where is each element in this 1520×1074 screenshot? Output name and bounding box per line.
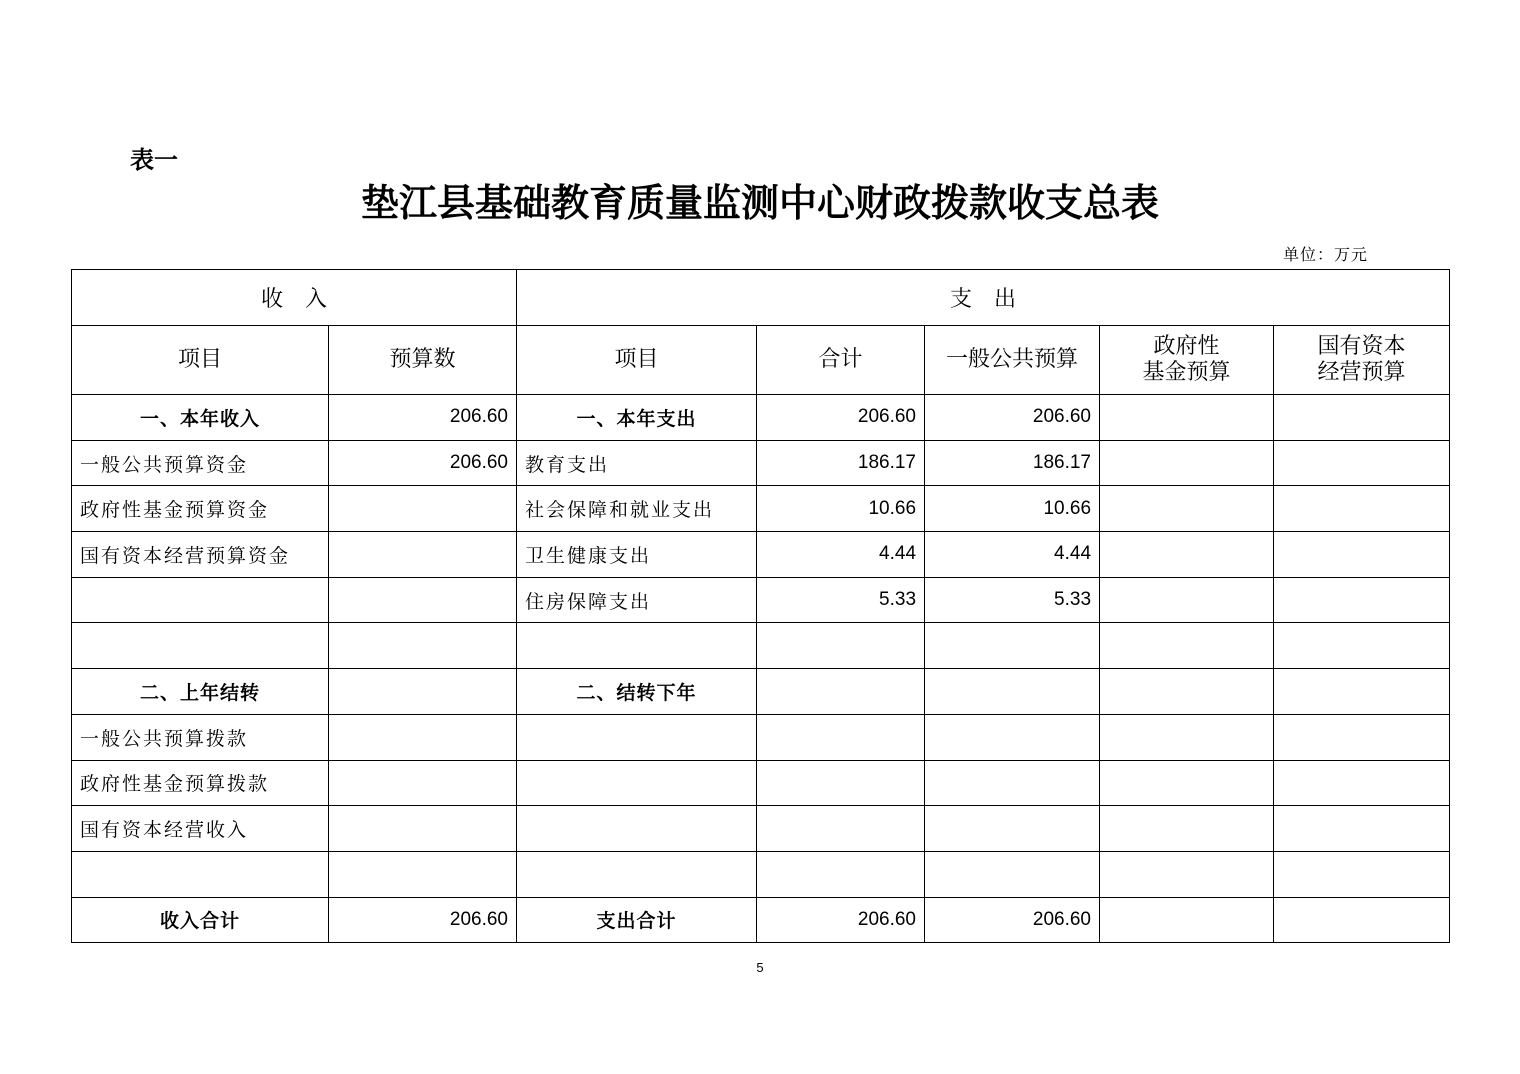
general-budget-cell: 10.66 <box>925 486 1100 532</box>
section-header-row <box>72 270 1450 326</box>
table-row <box>72 395 1450 441</box>
state-capital-cell <box>1274 806 1450 852</box>
table-row <box>72 577 1450 623</box>
state-capital-cell <box>1274 440 1450 486</box>
state-capital-cell <box>1274 714 1450 760</box>
expense-item-cell <box>517 851 757 897</box>
table-row <box>72 714 1450 760</box>
expense-item-cell: 支出合计 <box>517 897 757 943</box>
state-capital-cell <box>1274 851 1450 897</box>
state-capital-cell <box>1274 760 1450 806</box>
state-capital-cell <box>1274 623 1450 669</box>
state-capital-header <box>1274 326 1450 395</box>
income-item-cell <box>72 623 329 669</box>
income-budget-cell <box>329 851 517 897</box>
income-item-cell: 政府性基金预算资金 <box>72 486 329 532</box>
expense-item-cell <box>517 714 757 760</box>
gov-fund-header <box>1100 326 1274 395</box>
table-row <box>72 851 1450 897</box>
income-item-cell: 国有资本经营预算资金 <box>72 532 329 578</box>
income-budget-cell <box>329 532 517 578</box>
income-budget-cell <box>329 806 517 852</box>
state-capital-cell <box>1274 486 1450 532</box>
general-budget-cell <box>925 760 1100 806</box>
gov-fund-cell <box>1100 486 1274 532</box>
total-cell <box>757 714 925 760</box>
table-row <box>72 440 1450 486</box>
income-item-cell <box>72 851 329 897</box>
income-item-cell: 政府性基金预算拨款 <box>72 760 329 806</box>
expense-section-header: 支 出 <box>517 270 1450 326</box>
gov-fund-header-line1: 政府性 <box>1153 334 1220 359</box>
page-number: 5 <box>756 960 764 975</box>
table-row <box>72 669 1450 715</box>
table-row <box>72 760 1450 806</box>
income-item-header: 项目 <box>72 326 329 395</box>
general-budget-cell: 186.17 <box>925 440 1100 486</box>
gov-fund-cell <box>1100 532 1274 578</box>
expense-item-cell: 二、结转下年 <box>517 669 757 715</box>
income-item-cell <box>72 577 329 623</box>
gov-fund-cell <box>1100 806 1274 852</box>
gov-fund-cell <box>1100 669 1274 715</box>
income-budget-cell <box>329 760 517 806</box>
table-row <box>72 486 1450 532</box>
income-budget-cell <box>329 623 517 669</box>
general-budget-cell: 5.33 <box>925 577 1100 623</box>
table-label: 表一 <box>130 146 178 174</box>
income-budget-cell <box>329 486 517 532</box>
table-row <box>72 532 1450 578</box>
state-capital-cell <box>1274 395 1450 441</box>
income-item-cell: 一般公共预算拨款 <box>72 714 329 760</box>
state-capital-header-line2: 经营预算 <box>1317 360 1406 385</box>
total-header: 合计 <box>757 326 925 395</box>
total-cell: 10.66 <box>757 486 925 532</box>
general-budget-cell: 4.44 <box>925 532 1100 578</box>
total-cell: 5.33 <box>757 577 925 623</box>
total-cell: 4.44 <box>757 532 925 578</box>
expense-item-cell: 住房保障支出 <box>517 577 757 623</box>
gov-fund-cell <box>1100 395 1274 441</box>
expense-item-cell <box>517 623 757 669</box>
gov-fund-cell <box>1100 714 1274 760</box>
income-item-cell: 收入合计 <box>72 897 329 943</box>
income-item-cell: 一般公共预算资金 <box>72 440 329 486</box>
table-row <box>72 806 1450 852</box>
state-capital-cell <box>1274 897 1450 943</box>
total-cell <box>757 806 925 852</box>
expense-item-cell <box>517 806 757 852</box>
income-budget-cell: 206.60 <box>329 440 517 486</box>
total-cell <box>757 669 925 715</box>
income-section-header: 收 入 <box>72 270 517 326</box>
table-row <box>72 897 1450 943</box>
total-cell: 206.60 <box>757 897 925 943</box>
general-budget-cell: 206.60 <box>925 395 1100 441</box>
general-budget-cell <box>925 714 1100 760</box>
table-row <box>72 623 1450 669</box>
total-cell <box>757 623 925 669</box>
income-item-cell: 一、本年收入 <box>72 395 329 441</box>
income-budget-cell <box>329 714 517 760</box>
column-header-row <box>72 326 1450 395</box>
income-budget-cell <box>329 669 517 715</box>
income-budget-cell: 206.60 <box>329 897 517 943</box>
state-capital-cell <box>1274 577 1450 623</box>
general-budget-cell <box>925 806 1100 852</box>
general-budget-cell: 206.60 <box>925 897 1100 943</box>
total-cell: 186.17 <box>757 440 925 486</box>
gov-fund-cell <box>1100 577 1274 623</box>
state-capital-cell <box>1274 669 1450 715</box>
income-item-cell: 国有资本经营收入 <box>72 806 329 852</box>
expense-item-cell: 教育支出 <box>517 440 757 486</box>
total-cell: 206.60 <box>757 395 925 441</box>
income-budget-cell: 206.60 <box>329 395 517 441</box>
income-budget-cell <box>329 577 517 623</box>
general-budget-cell <box>925 623 1100 669</box>
general-budget-cell <box>925 851 1100 897</box>
expense-item-cell <box>517 760 757 806</box>
income-budget-header: 预算数 <box>329 326 517 395</box>
expense-item-cell: 卫生健康支出 <box>517 532 757 578</box>
gov-fund-cell <box>1100 851 1274 897</box>
general-budget-header: 一般公共预算 <box>925 326 1100 395</box>
state-capital-header-line1: 国有资本 <box>1317 334 1406 359</box>
general-budget-cell <box>925 669 1100 715</box>
total-cell <box>757 851 925 897</box>
expense-item-header: 项目 <box>517 326 757 395</box>
budget-summary-table <box>71 269 1450 943</box>
income-item-cell: 二、上年结转 <box>72 669 329 715</box>
expense-item-cell: 社会保障和就业支出 <box>517 486 757 532</box>
gov-fund-cell <box>1100 760 1274 806</box>
gov-fund-cell <box>1100 897 1274 943</box>
unit-note: 单位：万元 <box>1283 245 1369 264</box>
document-title: 垫江县基础教育质量监测中心财政拨款收支总表 <box>360 180 1159 225</box>
table-body <box>72 395 1450 943</box>
state-capital-cell <box>1274 532 1450 578</box>
total-cell <box>757 760 925 806</box>
gov-fund-cell <box>1100 623 1274 669</box>
gov-fund-cell <box>1100 440 1274 486</box>
gov-fund-header-line2: 基金预算 <box>1142 360 1231 385</box>
expense-item-cell: 一、本年支出 <box>517 395 757 441</box>
